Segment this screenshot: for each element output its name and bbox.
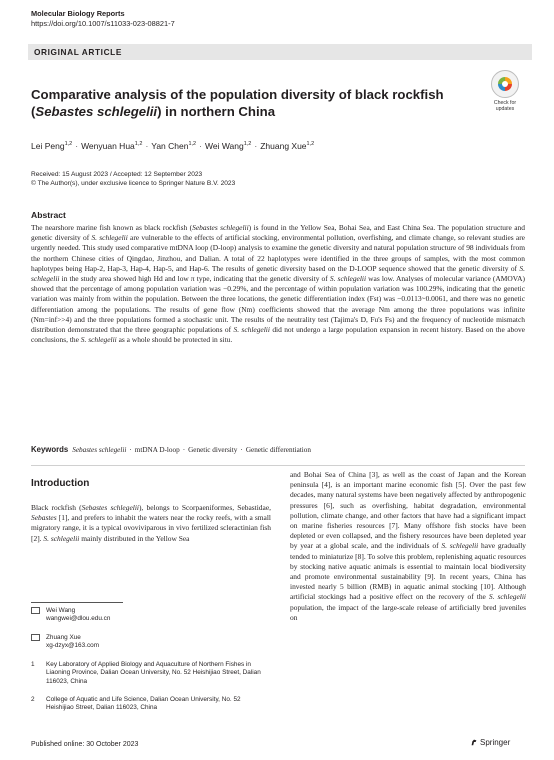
- envelope-icon: [31, 607, 40, 614]
- springer-horse-icon: [470, 738, 478, 746]
- author-list: Lei Peng$^{1,2}$ · Wenyuan Hua$^{1,2}$ · Yan Chen$^{1,2}$ · Wei Wang$^{1,2}$ · Zhuang Xue$^{1,2}$: [31, 140, 315, 151]
- affiliation-superscript: 1,2: [306, 141, 315, 147]
- keyword: Sebastes schlegelii: [72, 446, 127, 454]
- affiliation-text: College of Aquatic and Life Science, Dalian Ocean University, No. 52 Heishijiao Street, Dalian 116023, China: [46, 696, 241, 712]
- publisher-name: Springer: [480, 738, 511, 747]
- intro-column-left: Black rockfish (Sebastes schlegelii), belongs to Scorpaeniformes, Sebastidae, Sebastes [1], and prefers to inhabit the waters near the rocky reefs, with a small migratory range, it is a typical ovoviviparous in vivo fertilized scleractinian fish [2]. S. schlegelii mainly distributed in the Yellow Sea: [31, 503, 271, 543]
- author-name[interactable]: Zhuang Xue$^{1,2}$: [260, 140, 315, 151]
- affiliation-superscript: 1,2: [188, 141, 197, 147]
- intro-column-right: and Bohai Sea of China [3], as well as the coast of Japan and the Korean peninsula [4], is an important marine economic fish [5]. Over the past few decades, many natural systems have been negatively affected by anthropogenic pressures [6], such as overfishing, habitat degradation, environmental pollution, climate change, and other factors that have had a significant impact on marine fisheries resources [7]. Many offshore fish stocks have been depleted or even collapsed, and the fishery resources have been depleted year by year at a global scale, and the individuals of S. schlegelii have gradually tended to miniaturize [8]. To solve this problem, replenishing aquatic resources by stocking native aquatic animals is essential to maintain local biodiversity and promote environmental sustainability [9]. In recent years, China has invested nearly 5 billion (RMB) in aquatic animal stocking [10]. Although artificial stockings had a positive effect on the recovery of the S. schlegelii population, the impact of the large-scale release of artificially bred juveniles on: [290, 470, 526, 622]
- affiliation-superscript: 1,2: [134, 141, 143, 147]
- author-name[interactable]: Wei Wang$^{1,2}$: [204, 140, 252, 151]
- introduction-heading: Introduction: [31, 478, 90, 489]
- journal-name: Molecular Biology Reports: [31, 9, 125, 18]
- doi-link[interactable]: https://doi.org/10.1007/s11033-023-08821-7: [31, 19, 175, 28]
- received-dates: Received: 15 August 2023 / Accepted: 12 September 2023: [31, 171, 203, 178]
- envelope-icon: [31, 634, 40, 641]
- affiliation-mark: 1: [31, 661, 35, 668]
- badge-line1: Check for: [493, 100, 517, 106]
- article-title: [31, 86, 471, 120]
- badge-line2: updates: [495, 106, 515, 112]
- title-line2: (Sebastes schlegelii) in northern China: [31, 104, 276, 119]
- abstract-text: The nearshore marine fish known as black rockfish (Sebastes schlegelii) is found in the Yellow Sea, Bohai Sea, and East China Sea. The population structure and genetic diversity of S. schlegelii are vulnerable to the effects of artificial stocking, environmental pollution, overfishing, and climate change, so relevant studies are urgently needed. This study used comparative mtDNA loop (D-loop) analysis to examine the genetic diversity and natural population structure of 98 individuals from the northern Chinese cities of Qingdao, Jinzhou, and Dalian. A total of 22 haplotypes were identified in the three groups of samples, with the most common haplotypes being Hap-2, Hap-3, Hap-4, Hap-5, and Hap-6. The results of genetic diversity based on the D-LOOP sequence showed that the genetic diversity of S. schlegelii in the study area showed high Hd and low π type, indicating that the genetic diversity of S. schlegelii was low. Analyses of molecular variance (AMOVA) showed that the percentage of among population variation was −0.29%, and the percentage of within population variation was 100.29%, indicating that the genetic variation was mainly from within the population. Between the three locations, the genetic differentiation index (Fst) was −0.0113~0.0061, and there was no genetic differentiation among the populations. The results of gene flow (Nm) coefficients showed that the average Nm among the three populations was infinite (Nm=inf>>4) and the three populations formed a stochastic unit. The results of the neutrality test (Tajima's D, Fu's Fs) and the frequency of nucleotide mismatch distribution demonstrated that the three geographic populations of S. schlegelii did not undergo a large population expansion in recent history. Based on the above conclusions, the S. schlegelii as a whole should be protected in situ.: [31, 223, 525, 345]
- affiliation-superscript: 1,2: [64, 141, 73, 147]
- article-type-bar: [28, 44, 532, 60]
- running-header: [31, 9, 175, 29]
- contact-name: Wei Wang: [46, 607, 76, 614]
- section-divider: [31, 465, 525, 466]
- affiliation-superscript: 1,2: [243, 141, 252, 147]
- affiliation-mark: 2: [31, 696, 35, 703]
- publisher-logo: [470, 738, 510, 747]
- title-line1: Comparative analysis of the population diversity of black rockfish: [31, 87, 444, 102]
- keyword: mtDNA D-loop: [134, 446, 180, 454]
- published-online: Published online: 30 October 2023: [31, 741, 139, 748]
- contact-email[interactable]: wangwei@dlou.edu.cn: [46, 615, 111, 623]
- keywords-line: Keywords Sebastes schlegelii · mtDNA D-loop · Genetic diversity · Genetic differentiation: [31, 445, 311, 454]
- author-name[interactable]: Yan Chen$^{1,2}$: [151, 140, 197, 151]
- affiliation-text: Key Laboratory of Applied Biology and Aquaculture of Northern Fishes in Liaoning Province, Dalian Ocean University, No. 52 Heishijiao Street, Dalian 116023, China: [46, 661, 261, 685]
- copyright-line: © The Author(s), under exclusive licence to Springer Nature B.V. 2023: [31, 180, 236, 187]
- article-type: ORIGINAL ARTICLE: [34, 47, 122, 57]
- article-dates: [31, 170, 501, 188]
- author-name[interactable]: Wenyuan Hua$^{1,2}$: [81, 140, 143, 151]
- keyword: Genetic diversity: [188, 446, 238, 454]
- crossmark-icon: [491, 70, 519, 98]
- contact-name: Zhuang Xue: [46, 634, 81, 641]
- check-for-updates-badge[interactable]: [482, 70, 528, 112]
- contact-email[interactable]: xg-dzyx@163.com: [46, 642, 100, 650]
- footnote-rule: [31, 602, 123, 603]
- abstract-heading: Abstract: [31, 210, 66, 220]
- keywords-label: Keywords: [31, 445, 69, 454]
- author-name[interactable]: Lei Peng$^{1,2}$: [31, 140, 73, 151]
- keyword: Genetic differentiation: [245, 446, 311, 454]
